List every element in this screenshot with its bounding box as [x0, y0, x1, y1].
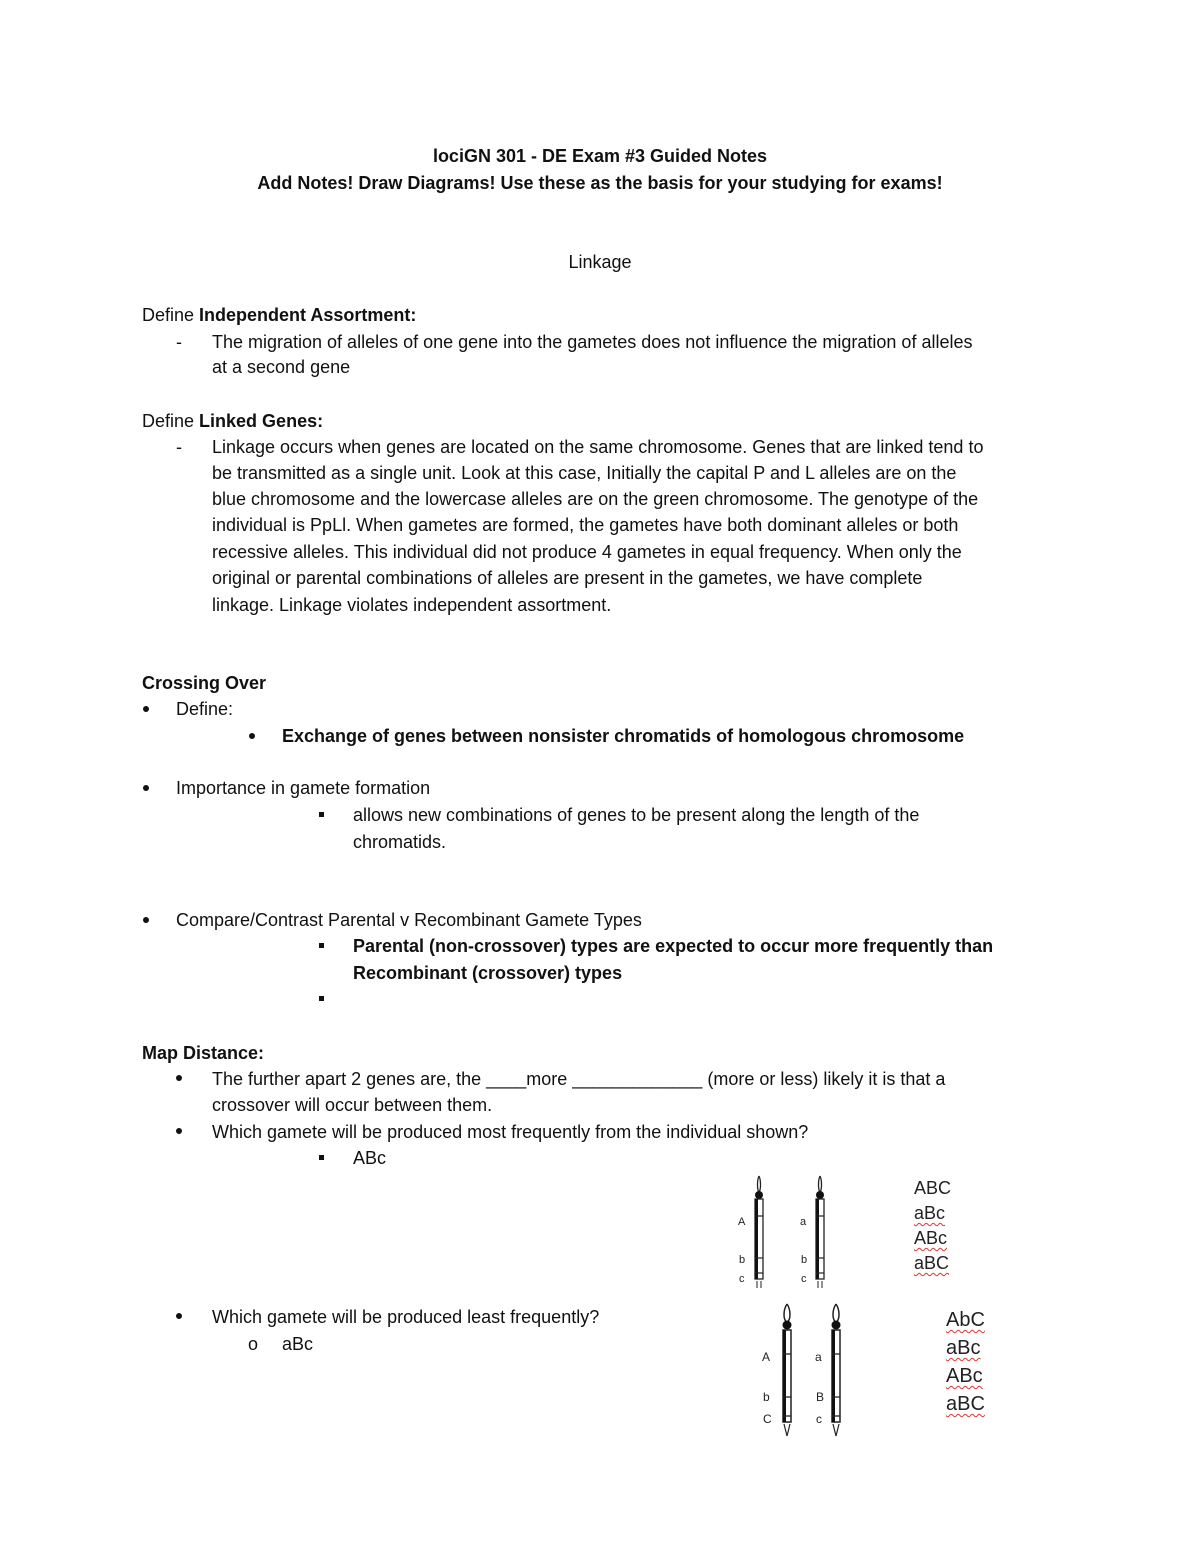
allele-label: A — [738, 1216, 746, 1228]
allele-label: C — [763, 1412, 772, 1426]
document-subtitle: Add Notes! Draw Diagrams! Use these as the basis for your studying for exams! — [257, 173, 943, 193]
gamete-option: aBC — [914, 1253, 950, 1273]
bullet-square — [319, 943, 324, 948]
allele-label: b — [739, 1254, 746, 1266]
importance-answer-line: chromatids. — [353, 832, 447, 852]
linked-genes-answer-line: recessive alleles. This individual did not produce 4 gametes in equal frequency. When only the — [212, 542, 962, 562]
label-term: Independent Assortment: — [199, 305, 417, 325]
map-question-line: crossover will occur between them. — [212, 1095, 493, 1115]
allele-label: b — [763, 1390, 770, 1404]
chromosome-right — [832, 1304, 841, 1436]
bullet-disc — [176, 1075, 182, 1081]
importance-label: Importance in gamete formation — [176, 778, 431, 798]
section-heading-crossing-over: Crossing Over — [142, 673, 267, 693]
independent-assortment-label — [142, 302, 416, 328]
gamete-option: AbC — [946, 1309, 985, 1331]
allele-label: A — [762, 1350, 771, 1364]
bullet-disc — [176, 1313, 182, 1319]
bullet-square — [319, 812, 324, 817]
label-prefix: Define — [142, 305, 200, 325]
bullet-square-empty — [319, 996, 324, 1001]
allele-label: B — [816, 1390, 825, 1404]
least-frequent-question: Which gamete will be produced least frequently? — [212, 1307, 600, 1327]
linked-genes-answer-line: linkage. Linkage violates independent assortment. — [212, 595, 612, 615]
chromosome-left — [755, 1176, 763, 1288]
gamete-option: ABc — [914, 1228, 948, 1248]
linked-genes-answer-line: original or parental combinations of alleles are present in the gametes, we have complete — [212, 568, 923, 588]
chromosome-left — [783, 1304, 792, 1436]
define-label: Define: — [176, 699, 234, 719]
most-frequent-question: Which gamete will be produced most frequently from the individual shown? — [212, 1122, 809, 1142]
crossing-over-definition: Exchange of genes between nonsister chromatids of homologous chromosome — [282, 726, 965, 746]
section-heading-map-distance: Map Distance: — [142, 1043, 265, 1063]
allele-label: a — [800, 1216, 807, 1228]
document-title: lociGN 301 - DE Exam #3 Guided Notes — [432, 146, 768, 166]
gamete-list-1 — [914, 1176, 951, 1276]
importance-answer-line: allows new combinations of genes to be present along the length of the — [353, 805, 920, 825]
label-term: Linked Genes: — [199, 411, 324, 431]
map-question-line: The further apart 2 genes are, the ____more _____________ (more or less) likely it is that a — [212, 1069, 946, 1089]
allele-label: a — [815, 1350, 822, 1364]
linked-genes-answer-line: blue chromosome and the lowercase alleles are on the green chromosome. The genotype of the — [212, 489, 979, 509]
bullet-disc — [143, 785, 149, 791]
allele-label: b — [801, 1254, 808, 1266]
independent-assortment-answer-line: at a second gene — [212, 357, 351, 377]
bullet-disc — [176, 1128, 182, 1134]
gamete-option: aBc — [914, 1203, 946, 1223]
chromosome-diagram-2 — [752, 1298, 862, 1443]
allele-label: c — [739, 1273, 745, 1285]
linked-genes-answer-line: be transmitted as a single unit. Look at this case, Initially the capital P and L alleles are on the — [212, 463, 957, 483]
gamete-option: ABC — [914, 1178, 952, 1198]
allele-label: c — [801, 1273, 807, 1285]
gamete-option: ABc — [946, 1365, 983, 1387]
bullet-square — [319, 1155, 324, 1160]
least-frequent-answer: aBc — [282, 1334, 314, 1354]
dash-marker: - — [176, 437, 182, 457]
dash-marker: - — [176, 332, 182, 352]
label-prefix: Define — [142, 411, 200, 431]
bullet-disc — [249, 733, 255, 739]
bullet-disc — [143, 917, 149, 923]
independent-assortment-answer-line: The migration of alleles of one gene into the gametes does not influence the migration of alleles — [212, 332, 973, 352]
bullet-circle-marker: o — [248, 1334, 259, 1354]
chromosome-diagram-1 — [730, 1170, 840, 1295]
compare-answer-line: Parental (non-crossover) types are expected to occur more frequently than — [353, 936, 994, 956]
gamete-option: aBC — [946, 1393, 985, 1415]
gamete-option: aBc — [946, 1337, 981, 1359]
compare-label: Compare/Contrast Parental v Recombinant Gamete Types — [176, 910, 642, 930]
linked-genes-answer-line: individual is PpLl. When gametes are formed, the gametes have both dominant alleles or both — [212, 515, 959, 535]
gamete-list-2 — [946, 1306, 985, 1418]
linked-genes-label — [142, 408, 323, 434]
most-frequent-answer: ABc — [353, 1148, 387, 1168]
linked-genes-answer-line: Linkage occurs when genes are located on the same chromosome. Genes that are linked tend to — [212, 437, 984, 457]
chromosome-right — [816, 1176, 824, 1288]
bullet-disc — [143, 706, 149, 712]
compare-answer-line: Recombinant (crossover) types — [353, 963, 623, 983]
allele-label: c — [816, 1412, 822, 1426]
section-heading-linkage: Linkage — [568, 252, 632, 272]
